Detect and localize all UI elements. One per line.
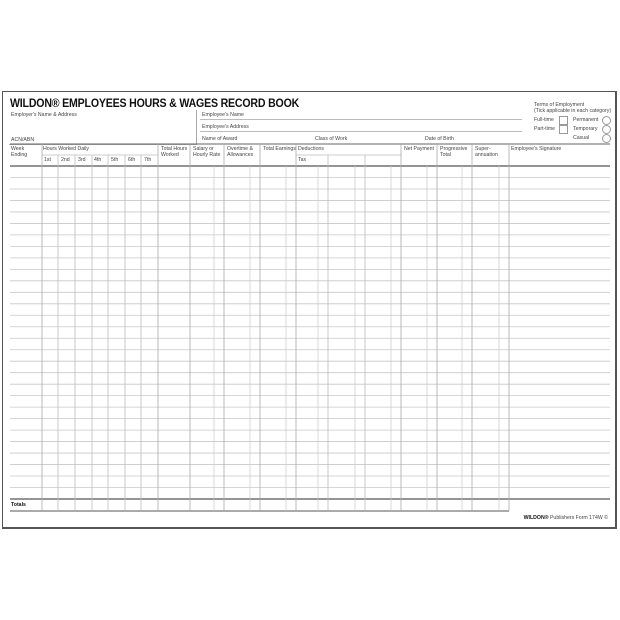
part-time-checkbox[interactable] [559, 125, 568, 134]
employee-address-line[interactable] [200, 131, 522, 132]
employee-name-label: Employee's Name [202, 112, 244, 118]
day-2nd-header: 2nd [61, 157, 70, 163]
employer-name-address-label: Employer's Name & Address [11, 112, 77, 118]
name-of-award-label: Name of Award [202, 136, 238, 142]
terms-subheading: (Tick applicable in each category) [534, 108, 612, 114]
hours-worked-daily-header: Hours Worked Daily [43, 146, 90, 152]
full-time-checkbox[interactable] [559, 116, 568, 125]
day-1st-header: 1st [44, 157, 51, 163]
progressive-total-header: Progressive Total [440, 146, 468, 158]
day-4th-header: 4th [94, 157, 102, 163]
tax-header: Tax [298, 157, 307, 163]
day-3rd-header: 3rd [78, 157, 86, 163]
deductions-header: Deductions [298, 146, 324, 152]
terms-heading: Terms of Employment [534, 102, 585, 108]
net-payment-header: Net Payment [404, 146, 434, 152]
day-7th-header: 7th [144, 157, 152, 163]
footer-publisher: WILDON® Publishers Form 174W © [523, 515, 608, 521]
total-earnings-header: Total Earnings [263, 146, 296, 152]
employee-address-label: Employee's Address [202, 124, 249, 130]
acn-abn-label: ACN/ABN [11, 137, 35, 143]
superannuation-header: Super- annuation [475, 146, 498, 158]
total-hours-header: Total Hours Worked [161, 146, 188, 158]
full-time-label: Full-time [534, 117, 554, 123]
day-5th-header: 5th [111, 157, 119, 163]
date-of-birth-label: Date of Birth [425, 136, 454, 142]
day-6th-header: 6th [128, 157, 136, 163]
part-time-label: Part-time [534, 126, 556, 132]
temporary-radio[interactable] [602, 125, 611, 134]
employee-name-line[interactable] [200, 119, 522, 120]
temporary-label: Temporary [573, 126, 598, 132]
permanent-label: Permanent [573, 117, 599, 123]
totals-label: Totals [11, 502, 26, 508]
class-of-work-label: Class of Work [315, 136, 348, 142]
casual-radio[interactable] [602, 134, 611, 143]
casual-label: Casual [573, 135, 590, 141]
permanent-radio[interactable] [602, 116, 611, 125]
week-ending-header: Week Ending [11, 146, 28, 158]
salary-header: Salary or Hourly Rate [193, 146, 221, 158]
overtime-header: Overtime & Allowances [227, 146, 254, 158]
form-title: WILDON® EMPLOYEES HOURS & WAGES RECORD BOOK [10, 98, 300, 110]
employee-signature-header: Employee's Signature [511, 146, 562, 152]
